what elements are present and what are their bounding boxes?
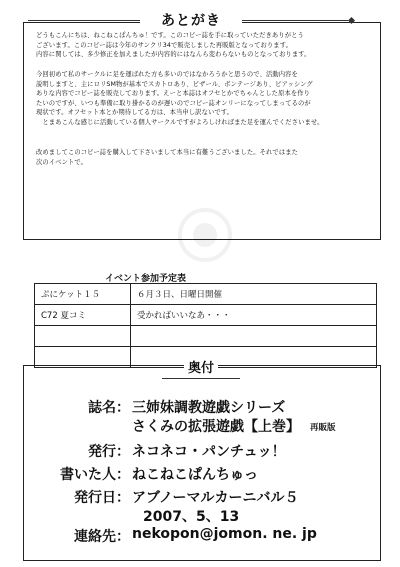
event-name-cell: ぷにケット１５ (35, 284, 131, 305)
contact-email: nekopon@jomon. ne. jp (132, 526, 317, 542)
publication-date: 2007、5、13 (143, 509, 240, 525)
magazine-label: 誌名： (88, 400, 130, 416)
event-date-cell: ６月３日、日曜日開催 (131, 284, 377, 305)
colophon-header (0, 356, 400, 374)
table-row (35, 305, 377, 326)
colophon-title-rule (162, 378, 240, 379)
faint-background-pattern (175, 205, 235, 265)
afterword-paragraph: どうもこんにちは、ねこねこぱんちゅ！です。このコピー誌を手に取っていただきありがとう ございます。このコピー誌は今年のサンクリ34で販売しました再販版となっております。 内容に関しては、多少修正を加えましたが内容的にはなんら変わらないものとなっております。 (36, 32, 311, 59)
publisher-label: 発行： (88, 444, 130, 460)
magazine-title-line2: さくみの拡張遊戯【上巻】 (132, 419, 300, 435)
event-name-cell: C72 夏コミ (35, 305, 131, 326)
event-date-cell (131, 326, 377, 347)
table-row (35, 326, 377, 347)
colophon-title: 奥付 (184, 357, 218, 376)
author-name: ねこねこぱんちゅっ (132, 467, 258, 483)
table-row (35, 284, 377, 305)
event-name-cell (35, 326, 131, 347)
date-label: 発行日： (74, 490, 130, 506)
event-schedule-title: イベント参加予定表 (105, 274, 187, 284)
magazine-title-line1: 三姉妹調教遊戯シリーズ (132, 400, 286, 416)
publication-event: アブノーマルカーニバル５ (132, 490, 299, 506)
reprint-note: 再販版 (310, 423, 336, 433)
contact-label: 連絡先： (74, 529, 130, 545)
title-rule-right (242, 20, 348, 21)
event-date-cell: 受かればいいなあ・・・ (131, 305, 377, 326)
afterword-title: あとがき (140, 10, 242, 30)
afterword-header (0, 9, 400, 29)
title-rule-left (28, 20, 140, 21)
author-label: 書いた人： (60, 467, 130, 483)
afterword-paragraph: 今回初めて私のサークルに足を運ばれた方も多いのではなかろうかと思うので、活動内容を 説明しますと、主にロリSM物が基本でスカトロあり、ビザール、ボンテージあり、ピアッシング ありな内容でコピー誌を販売しております。えーと本誌はオフセとかでちゃんとした原本を作り たいのですが、いつも準備に取り掛かるのが遅いのでコピー誌オンリーになってしまってるのが 現状です。オフセット本とか期待してる方は、本当申し訳ないです。 とまあこんな感じに活動している個人サークルですがよろしければまた足を運んでくださいませ。 (36, 71, 324, 126)
publisher-name: ネコネコ・パンチュッ！ (132, 444, 286, 460)
afterword-paragraph: 改めましてこのコピー誌を購入して下さいまして本当に有難うございました。それではまた 次のイベントで。 (36, 149, 299, 166)
